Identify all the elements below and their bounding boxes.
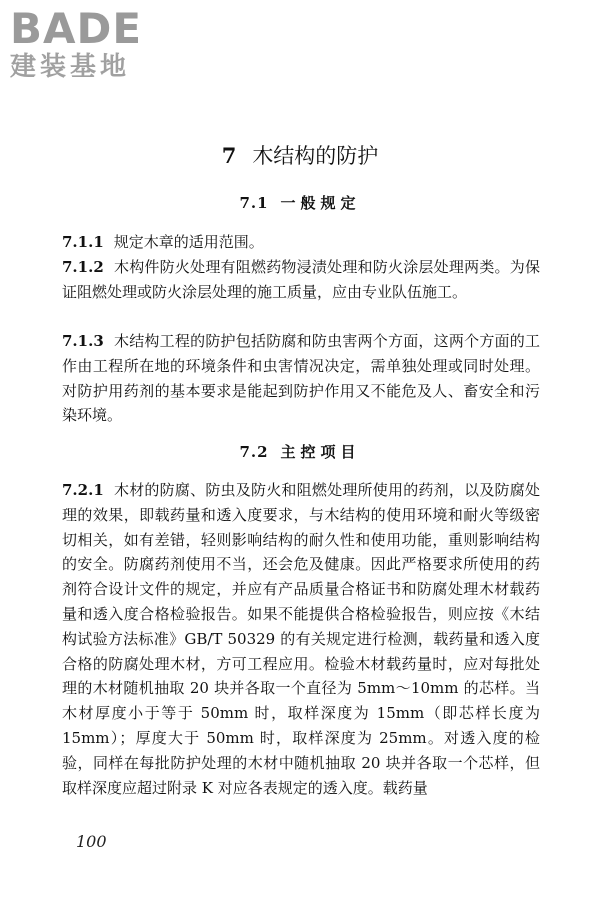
clause-number: 7.2.1 bbox=[62, 481, 104, 499]
clause-text: 木材的防腐、防虫及防火和阻燃处理所使用的药剂，以及防腐处理的效果，即载药量和透入度要求，与木结构的使用环境和耐火等级密切相关，如有差错，轻则影响结构的耐久性和使用功能，重则影响结构的安全。防腐药剂使用不当，还会危及健康。因此严格要求所使用的药剂符合设计文件的规定，并应有产品质量合格证书和防腐处理木材载药量和透入度合格检验报告。如果不能提供合格检验报告，则应按《木结构试验方法标准》GB/T 50329 的有关规定进行检测，载药量和透入度合格的防腐处理木材，方可工程应用。检验木材载药量时，应对每批处理的木材随机抽取 20 块并各取一个直径为 5mm～10mm 的芯样。当木材厚度小于等于 50mm 时，取样深度为 15mm（即芯样长度为 15mm）；厚度大于 50mm 时，取样深度为 25mm。对透入度的检验，同样在每批防护处理的木材中随机抽取 20 块并各取一个芯样，但取样深度应超过附录 K 对应各表规定的透入度。载药量 bbox=[62, 481, 540, 797]
clause-number: 7.1.1 bbox=[62, 233, 104, 251]
clause-text: 木构件防火处理有阻燃药物浸渍处理和防火涂层处理两类。为保证阻燃处理或防火涂层处理的施工质量，应由专业队伍施工。 bbox=[62, 258, 540, 301]
page-number: 100 bbox=[76, 832, 107, 851]
chapter-number: 7 bbox=[221, 143, 237, 168]
clause-7-1-1 bbox=[62, 230, 540, 255]
chapter-title-text: 木结构的防护 bbox=[252, 144, 379, 168]
section-title-text: 一般规定 bbox=[280, 194, 361, 212]
clause-number: 7.1.2 bbox=[62, 258, 104, 276]
clause-text: 规定木章的适用范围。 bbox=[113, 233, 264, 251]
section-title-7-1 bbox=[0, 192, 600, 213]
bade-logo bbox=[10, 6, 180, 82]
section-title-text: 主控项目 bbox=[280, 443, 361, 461]
clause-7-2-1 bbox=[62, 478, 540, 800]
logo-subtitle: 建装基地 bbox=[10, 52, 131, 82]
logo-wordmark: BADE bbox=[10, 4, 143, 53]
chapter-title bbox=[0, 140, 600, 170]
section-title-7-2 bbox=[0, 441, 600, 462]
section-number: 7.2 bbox=[239, 443, 269, 461]
section-number: 7.1 bbox=[239, 194, 269, 212]
clause-7-1-3 bbox=[62, 329, 540, 428]
clause-number: 7.1.3 bbox=[62, 332, 104, 350]
clause-text: 木结构工程的防护包括防腐和防虫害两个方面，这两个方面的工作由工程所在地的环境条件和虫害情况决定，需单独处理或同时处理。对防护用药剂的基本要求是能起到防护作用又不能危及人、畜安全和污染环境。 bbox=[62, 332, 540, 425]
clause-7-1-2 bbox=[62, 255, 540, 305]
